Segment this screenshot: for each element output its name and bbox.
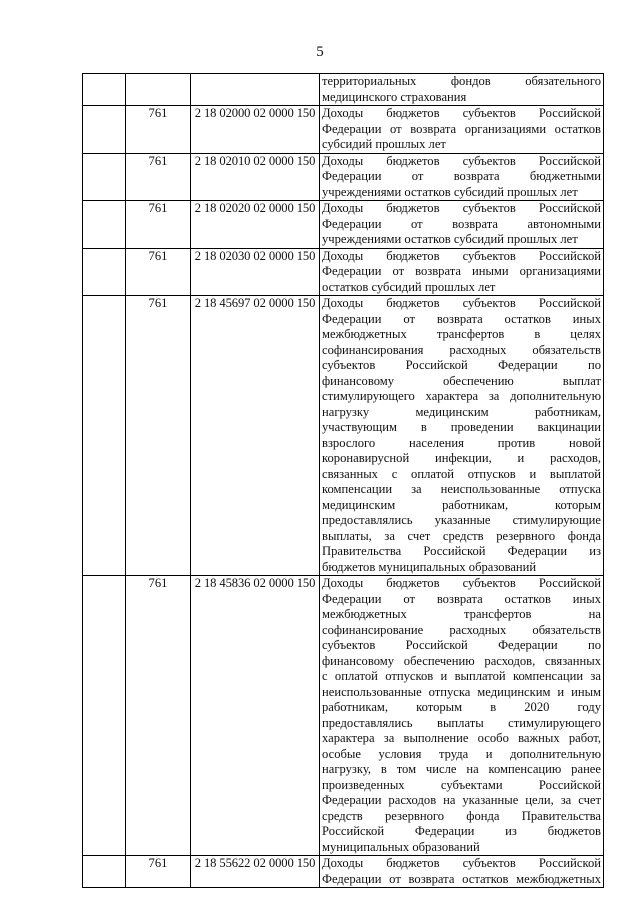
revenue-name-cell <box>320 576 604 856</box>
empty-cell <box>83 576 126 856</box>
revenue-name-line: Доходы бюджетов субъектов Российской <box>322 201 601 215</box>
admin-code-cell: 761 <box>126 248 191 296</box>
revenue-name-line: софинансирование расходных обязательств <box>322 622 601 637</box>
revenue-code-cell: 2 18 02010 02 0000 150 <box>191 153 320 201</box>
revenue-name-line: Правительства Российской Федерации из <box>322 544 601 558</box>
revenue-name-line: субъектов Российской Федерации по <box>322 358 601 372</box>
revenue-name-line: финансовому обеспечению расходов, связанных <box>322 653 601 668</box>
revenue-name-line: средств резервного фонда Правительства <box>322 808 601 823</box>
revenue-name-line: участвующим в проведении вакцинации <box>322 420 601 434</box>
revenue-name-line: учреждениями остатков субсидий прошлых лет <box>322 184 578 199</box>
revenue-name-line: муниципальных образований <box>322 839 480 854</box>
table-row <box>83 576 604 856</box>
revenue-name-line: субсидий прошлых лет <box>322 137 446 151</box>
revenue-name-line: межбюджетных трансфертов на <box>322 607 601 621</box>
revenue-name-line: софинансирования расходных обязательств <box>322 342 601 357</box>
revenue-name-line: Федерации от возврата остатков иных <box>322 311 601 326</box>
revenue-name-line: учреждениями остатков субсидий прошлых лет <box>322 232 578 246</box>
revenue-name-line: Федерации от возврата бюджетными <box>322 169 601 183</box>
revenue-name-line: медицинского страхования <box>322 89 467 104</box>
table-row <box>83 74 604 106</box>
table-row <box>83 296 604 576</box>
revenue-name-line: компенсации за неиспользованные отпуска <box>322 482 601 496</box>
empty-cell <box>83 856 126 888</box>
revenue-name-line: стимулирующего характера за дополнительную <box>322 389 601 403</box>
revenue-name-line: Федерации от возврата организациями остатков <box>322 121 601 136</box>
revenue-name-line: связанных с оплатой отпусков и выплатой <box>322 466 601 481</box>
admin-code-cell: 761 <box>126 856 191 888</box>
revenue-name-line: Доходы бюджетов субъектов Российской <box>322 856 601 870</box>
table-row <box>83 106 604 154</box>
revenue-name-line: медицинским работникам, которым <box>322 497 601 512</box>
revenue-name-line: субъектов Российской Федерации по <box>322 638 601 652</box>
revenue-name-line: территориальных фондов обязательного <box>322 74 601 88</box>
page-number: 5 <box>316 44 324 60</box>
revenue-name-line: нагрузку, в том числе на компенсацию ранее <box>322 762 601 776</box>
revenue-name-line: предоставлялись выплаты стимулирующего <box>322 715 601 730</box>
revenue-name-cell <box>320 106 604 154</box>
empty-cell <box>83 201 126 249</box>
revenue-name-line: особые условия труда и дополнительную <box>322 746 601 761</box>
revenue-name-line: Доходы бюджетов субъектов Российской <box>322 106 601 120</box>
revenue-name-line: остатков субсидий прошлых лет <box>322 279 496 294</box>
revenue-code-cell: 2 18 02020 02 0000 150 <box>191 201 320 249</box>
revenue-name-line: Доходы бюджетов субъектов Российской <box>322 248 601 263</box>
revenue-name-line: Федерации от возврата автономными <box>322 216 601 231</box>
admin-code-cell: 761 <box>126 576 191 856</box>
admin-code-cell: 761 <box>126 153 191 201</box>
admin-code-cell: 761 <box>126 106 191 154</box>
table-row <box>83 153 604 201</box>
empty-cell <box>83 153 126 201</box>
revenue-name-line: нагрузку медицинским работникам, <box>322 404 601 419</box>
admin-code-cell: 761 <box>126 296 191 576</box>
revenue-name-line: выплаты, за счет средств резервного фонда <box>322 528 601 543</box>
admin-code-cell <box>126 74 191 106</box>
revenue-name-cell <box>320 856 604 888</box>
revenue-name-line: Федерации от возврата иными организациями <box>322 264 601 278</box>
revenue-name-cell <box>320 153 604 201</box>
admin-code-cell: 761 <box>126 201 191 249</box>
revenue-name-line: Доходы бюджетов субъектов Российской <box>322 296 601 310</box>
revenue-code-cell <box>191 74 320 106</box>
revenue-name-line: Доходы бюджетов субъектов Российской <box>322 153 601 168</box>
revenue-name-line: бюджетов муниципальных образований <box>322 559 537 574</box>
revenue-name-line: неиспользованные отпуска медицинским и иным <box>322 684 601 699</box>
revenue-code-cell: 2 18 55622 02 0000 150 <box>191 856 320 888</box>
revenue-name-cell <box>320 296 604 576</box>
empty-cell <box>83 106 126 154</box>
table-body <box>83 74 604 888</box>
revenue-name-line: характера за выполнение особо важных работ, <box>322 731 601 745</box>
revenue-name-line: предоставлялись указанные стимулирующие <box>322 513 601 527</box>
revenue-name-line: работникам, которым в 2020 году <box>322 700 601 714</box>
revenue-code-cell: 2 18 45836 02 0000 150 <box>191 576 320 856</box>
revenue-name-cell <box>320 248 604 296</box>
revenue-name-line: произведенных субъектами Российской <box>322 777 601 792</box>
revenue-code-cell: 2 18 02000 02 0000 150 <box>191 106 320 154</box>
revenue-name-line: Федерации от возврата остатков межбюджетных <box>322 871 601 886</box>
empty-cell <box>83 248 126 296</box>
table-row <box>83 201 604 249</box>
revenue-code-cell: 2 18 02030 02 0000 150 <box>191 248 320 296</box>
revenue-name-line: Федерации расходов на указанные цели, за счет <box>322 793 601 807</box>
revenue-name-line: Российской Федерации из бюджетов <box>322 824 601 838</box>
revenue-name-line: Федерации от возврата остатков иных <box>322 591 601 606</box>
revenue-name-line: коронавирусной инфекции, и расходов, <box>322 451 601 465</box>
budget-revenue-table <box>82 73 604 888</box>
revenue-code-cell: 2 18 45697 02 0000 150 <box>191 296 320 576</box>
revenue-name-line: взрослого населения против новой <box>322 435 601 450</box>
revenue-name-cell <box>320 74 604 106</box>
table-row <box>83 248 604 296</box>
empty-cell <box>83 296 126 576</box>
revenue-name-line: Доходы бюджетов субъектов Российской <box>322 576 601 590</box>
revenue-name-line: межбюджетных трансфертов в целях <box>322 327 601 341</box>
table-row <box>83 856 604 888</box>
revenue-name-cell <box>320 201 604 249</box>
revenue-name-line: финансовому обеспечению выплат <box>322 373 601 388</box>
empty-cell <box>83 74 126 106</box>
revenue-name-line: с оплатой отпусков и выплатой компенсации за <box>322 669 601 683</box>
